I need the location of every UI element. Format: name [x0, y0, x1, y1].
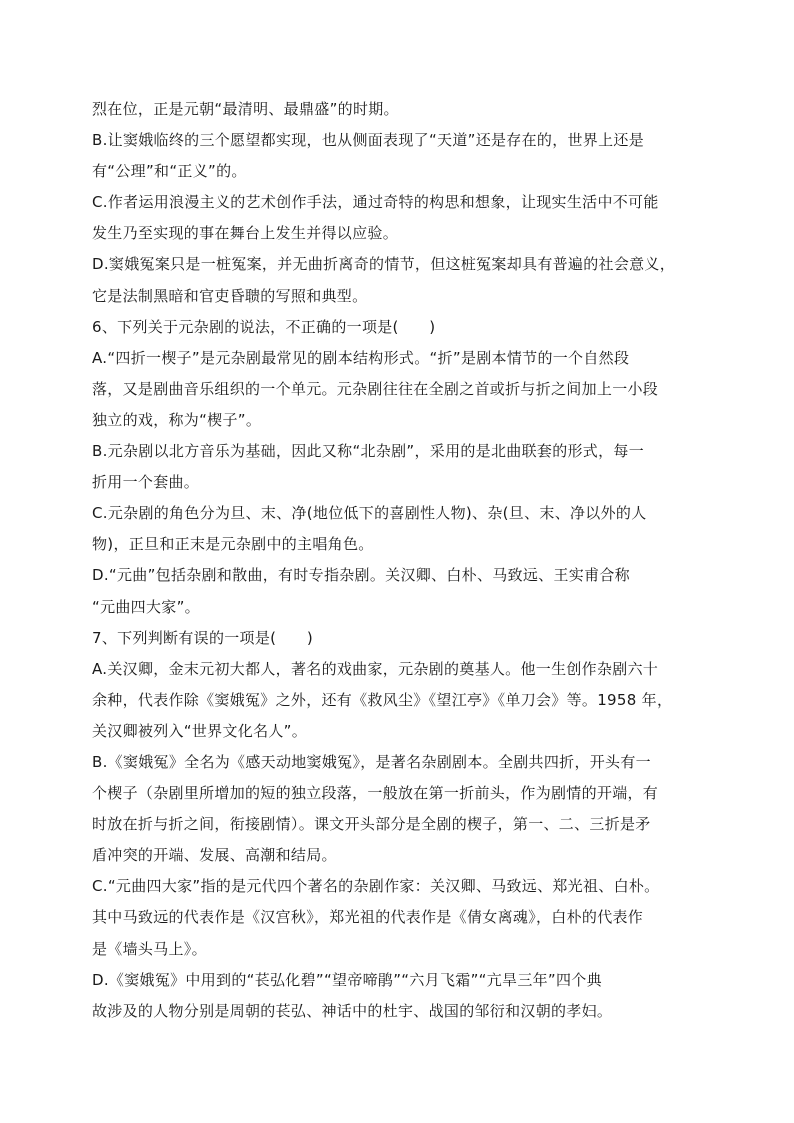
option-d-line: D.“元曲”包括杂剧和散曲，有时专指杂剧。关汉卿、白朴、马致远、王实甫合称	[92, 566, 630, 585]
text-line: 独立的戏，称为“楔子”。	[92, 410, 262, 429]
text-line: 关汉卿被列入“世界文化名人”。	[92, 721, 308, 740]
option-b-line: B.元杂剧以北方音乐为基础，因此又称“北杂剧”，采用的是北曲联套的形式，每一	[92, 442, 645, 461]
text-line: 盾冲突的开端、发展、高潮和结局。	[92, 846, 337, 865]
text-line: 物)，正旦和正末是元杂剧中的主唱角色。	[92, 535, 374, 554]
text-line: 烈在位，正是元朝“最清明、最鼎盛”的时期。	[92, 100, 399, 118]
option-b-line: B.让窦娥临终的三个愿望都实现，也从侧面表现了“天道”还是存在的，世界上还是	[92, 131, 645, 150]
option-c-line: C.作者运用浪漫主义的艺术创作手法，通过奇特的构思和想象，让现实生活中不可能	[92, 193, 659, 212]
text-line: 有“公理”和“正义”的。	[92, 162, 247, 181]
text-line: 故涉及的人物分别是周朝的苌弘、神话中的杜宇、战国的邹衍和汉朝的孝妇。	[92, 1001, 613, 1020]
document-body	[92, 94, 712, 1027]
question-6-stem: 6、下列关于元杂剧的说法，不正确的一项是( )	[92, 317, 436, 336]
text-line: 发生乃至实现的事在舞台上发生并得以应验。	[92, 224, 399, 243]
text-line: 余种，代表作除《窦娥冤》之外，还有《救风尘》《望江亭》《单刀会》等。1958 年，	[92, 690, 673, 709]
text-line: 是《墙头马上》。	[92, 939, 207, 958]
option-d-line: D.窦娥冤案只是一桩冤案，并无曲折离奇的情节，但这桩冤案却具有普遍的社会意义，	[92, 255, 676, 274]
question-7-stem: 7、下列判断有误的一项是( )	[92, 628, 314, 647]
option-d-line: D.《窦娥冤》中用到的“苌弘化碧”“望帝啼鹃”“六月飞霜”“亢旱三年”四个典	[92, 970, 602, 989]
text-line: 它是法制黑暗和官吏昏聩的写照和典型。	[92, 286, 368, 305]
option-a-line: A.关汉卿，金末元初大都人，著名的戏曲家，元杂剧的奠基人。他一生创作杂剧六十	[92, 659, 659, 678]
option-a-line: A.“四折一楔子”是元杂剧最常见的剧本结构形式。“折”是剧本情节的一个自然段	[92, 348, 630, 367]
text-line: 时放在折与折之间，衔接剧情）。课文开头部分是全剧的楔子，第一、二、三折是矛	[92, 815, 651, 834]
text-line: “元曲四大家”。	[92, 597, 200, 616]
text-line: 落，又是剧曲音乐组织的一个单元。元杂剧往往在全剧之首或折与折之间加上一小段	[92, 379, 659, 398]
text-line: 其中马致远的代表作是《汉宫秋》，郑光祖的代表作是《倩女离魂》，白朴的代表作	[92, 908, 644, 927]
option-c-line: C.元杂剧的角色分为旦、末、净(地位低下的喜剧性人物)、杂(旦、末、净以外的人	[92, 504, 647, 523]
text-line: 折用一个套曲。	[92, 473, 200, 492]
option-c-line: C.“元曲四大家”指的是元代四个著名的杂剧作家：关汉卿、马致远、郑光祖、白朴。	[92, 877, 660, 896]
option-b-line: B.《窦娥冤》全名为《感天动地窦娥冤》，是著名杂剧剧本。全剧共四折，开头有一	[92, 752, 651, 771]
text-line: 个楔子（杂剧里所增加的短的独立段落，一般放在第一折前头，作为剧情的开端，有	[92, 784, 659, 803]
